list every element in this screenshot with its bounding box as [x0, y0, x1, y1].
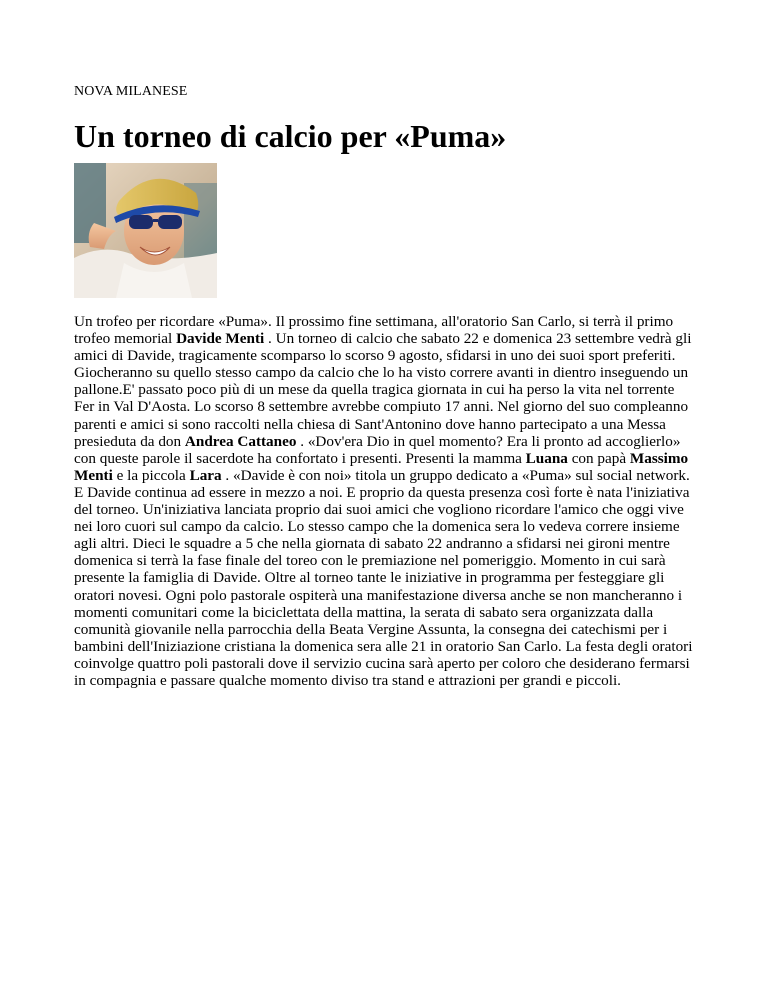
section-label: NOVA MILANESE [74, 84, 188, 99]
article-photo [74, 163, 217, 298]
body-text-segment: . Un torneo di calcio che sabato 22 e domenica 23 settembre vedrà gli amici di Davide, tragicamente scomparso lo scorso 9 agosto, sfidarsi in uno dei suoi sport preferiti. Giocheranno su quello stesso campo da calcio che lo ha visto correre avanti in dientro inseguendo un pallone.E' passato poco più di un mese da quella tragica giornata in cui ha perso la vita nel torrente Fer in Val D'Aosta. Lo scorso 8 settembre avrebbe compiuto 17 anni. Nel giorno del suo compleanno parenti e amici si sono raccolti nella chiesa di Sant'Antonino dove hanno partecipato a una Messa presieduta da don [74, 330, 692, 450]
body-text-segment: e la piccola [112, 466, 190, 484]
body-text-segment: . «Davide è con noi» titola un gruppo dedicato a «Puma» sul social network. E Davide continua ad essere in mezzo a noi. E proprio da questa presenza così forte è nata l'iniziativa del torneo. Un'iniziativa lanciata proprio dai suoi amici che vogliono ricordare l'amico che oggi vive nei loro cuori sul campo da calcio. Lo stesso campo che la domenica sera lo vedeva correre insieme agli altri. Dieci le squadre a 5 che nella giornata di sabato 22 andranno a sfidarsi nei gironi mentre domenica si terrà la fase finale del toreo con le premiazione nel pomeriggio. Momento in cui sarà presente la famiglia di Davide. Oltre al torneo tante le iniziative in programma per festeggiare gli oratori novesi. Ogni polo pastorale ospiterà una manifestazione diversa anche se non mancheranno i momenti comunitari come la biciclettata della mattina, la serata di sabato sera organizzata dalla comunità giovanile nella parrocchia della Beata Vergine Assunta, la consegna dei catechismi per i bambini dell'Iniziazione cristiana la domenica sera alle 21 in oratorio San Carlo. La festa degli oratori coinvolge quattro poli pastorali dove il servizio cucina sarà aperto per coloro che desiderano fermarsi in compagnia e passare qualche momento diviso tra stand e attrazioni per grandi e piccoli. [74, 466, 693, 689]
person-name-lara: Lara [189, 466, 222, 484]
person-name-massimo-menti: Massimo Menti [74, 449, 689, 484]
body-text-segment: Un trofeo per ricordare «Puma». Il prossimo fine settimana, all'oratorio San Carlo, si terrà il primo trofeo memorial [74, 313, 674, 348]
person-name-luana: Luana [525, 449, 568, 467]
person-name-andrea-cattaneo: Andrea Cattaneo [184, 432, 297, 450]
person-name-davide-menti: Davide Menti [176, 330, 265, 348]
article-title: Un torneo di calcio per «Puma» [74, 118, 507, 154]
body-text-segment: con papà [567, 449, 630, 467]
article-body [74, 313, 698, 689]
body-text-segment: . «Dov'era Dio in quel momento? Era li pronto ad accoglierlo» con queste parole il sacerdote ha confortato i presenti. Presenti la mamma [74, 432, 681, 467]
